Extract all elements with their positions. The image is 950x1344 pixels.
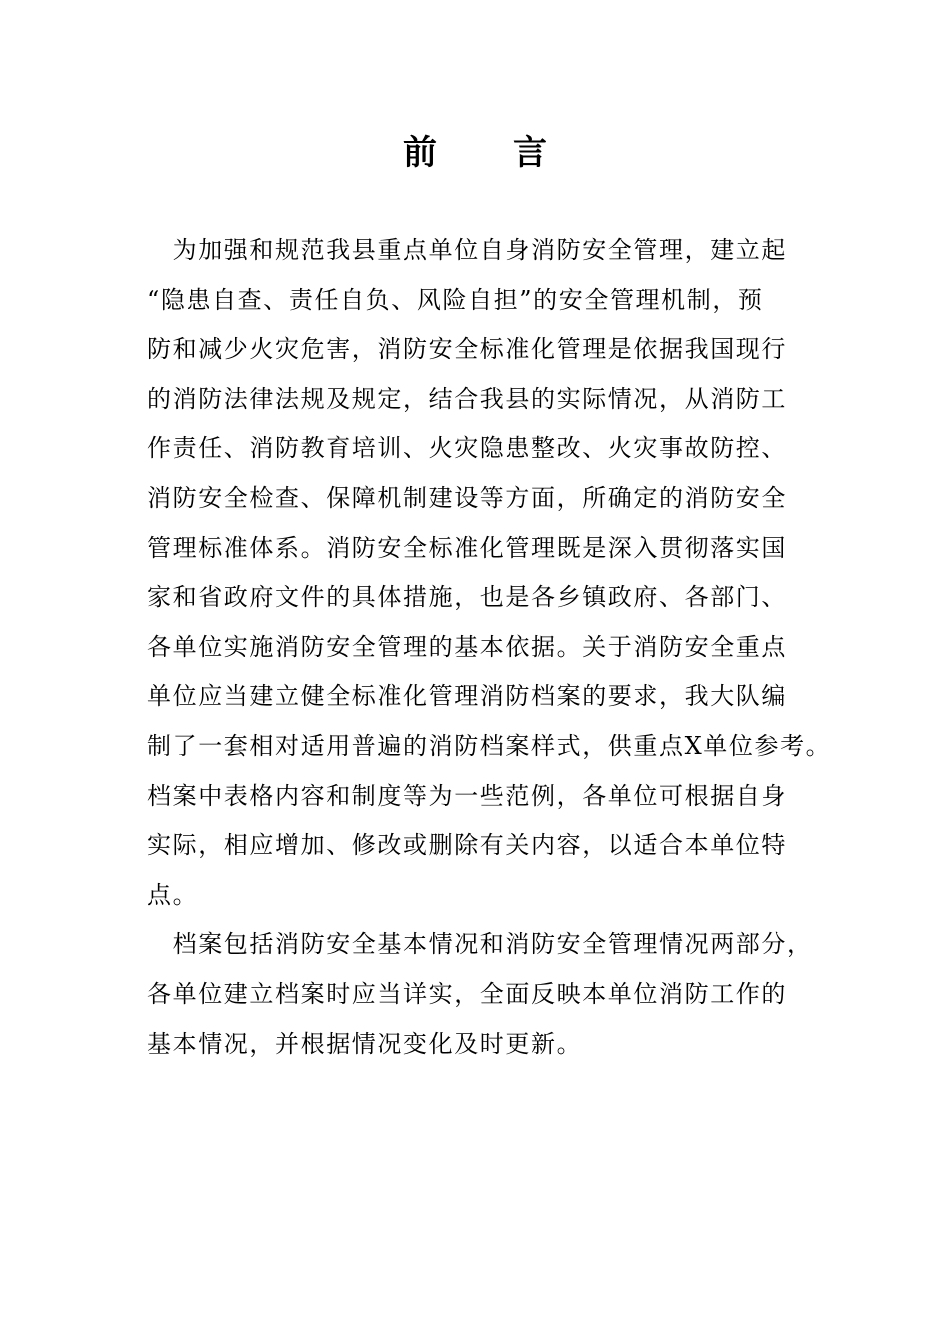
text-line: 档案中表格内容和制度等为一些范例，各单位可根据自身 <box>147 781 787 810</box>
title-char-1: 前 <box>403 133 437 173</box>
text-line: 点。 <box>147 880 199 909</box>
text-line: “隐患自查、责任自负、风险自担”的安全管理机制，预 <box>147 285 764 314</box>
text-line: 档案包括消防安全基本情况和消防安全管理情况两部分， <box>147 930 813 959</box>
text-line: 为加强和规范我县重点单位自身消防安全管理，建立起 <box>147 236 787 264</box>
text-line: 管理标准体系。消防安全标准化管理既是深入贯彻落实国 <box>147 533 787 562</box>
text-line: 单位应当建立健全标准化管理消防档案的要求，我大队编 <box>147 682 787 711</box>
body-text <box>147 226 832 1069</box>
text-line: 实际，相应增加、修改或删除有关内容，以适合本单位特 <box>147 831 787 860</box>
text-line: 防和减少火灾危害，消防安全标准化管理是依据我国现行 <box>147 335 787 364</box>
text-line: 制了一套相对适用普遍的消防档案样式，供重点X单位参考。 <box>147 731 832 760</box>
text-line: 家和省政府文件的具体措施，也是各乡镇政府、各部门、 <box>147 583 787 612</box>
title-char-2: 言 <box>513 133 547 173</box>
text-line: 各单位建立档案时应当详实，全面反映本单位消防工作的 <box>147 979 787 1008</box>
text-line: 的消防法律法规及规定，结合我县的实际情况，从消防工 <box>147 384 787 413</box>
text-line: 基本情况，并根据情况变化及时更新。 <box>147 1029 583 1058</box>
text-line: 各单位实施消防安全管理的基本依据。关于消防安全重点 <box>147 632 787 661</box>
text-line: 消防安全检查、保障机制建设等方面，所确定的消防安全 <box>147 483 787 512</box>
page-title <box>0 125 950 181</box>
text-line: 作责任、消防教育培训、火灾隐患整改、火灾事故防控、 <box>147 434 787 463</box>
